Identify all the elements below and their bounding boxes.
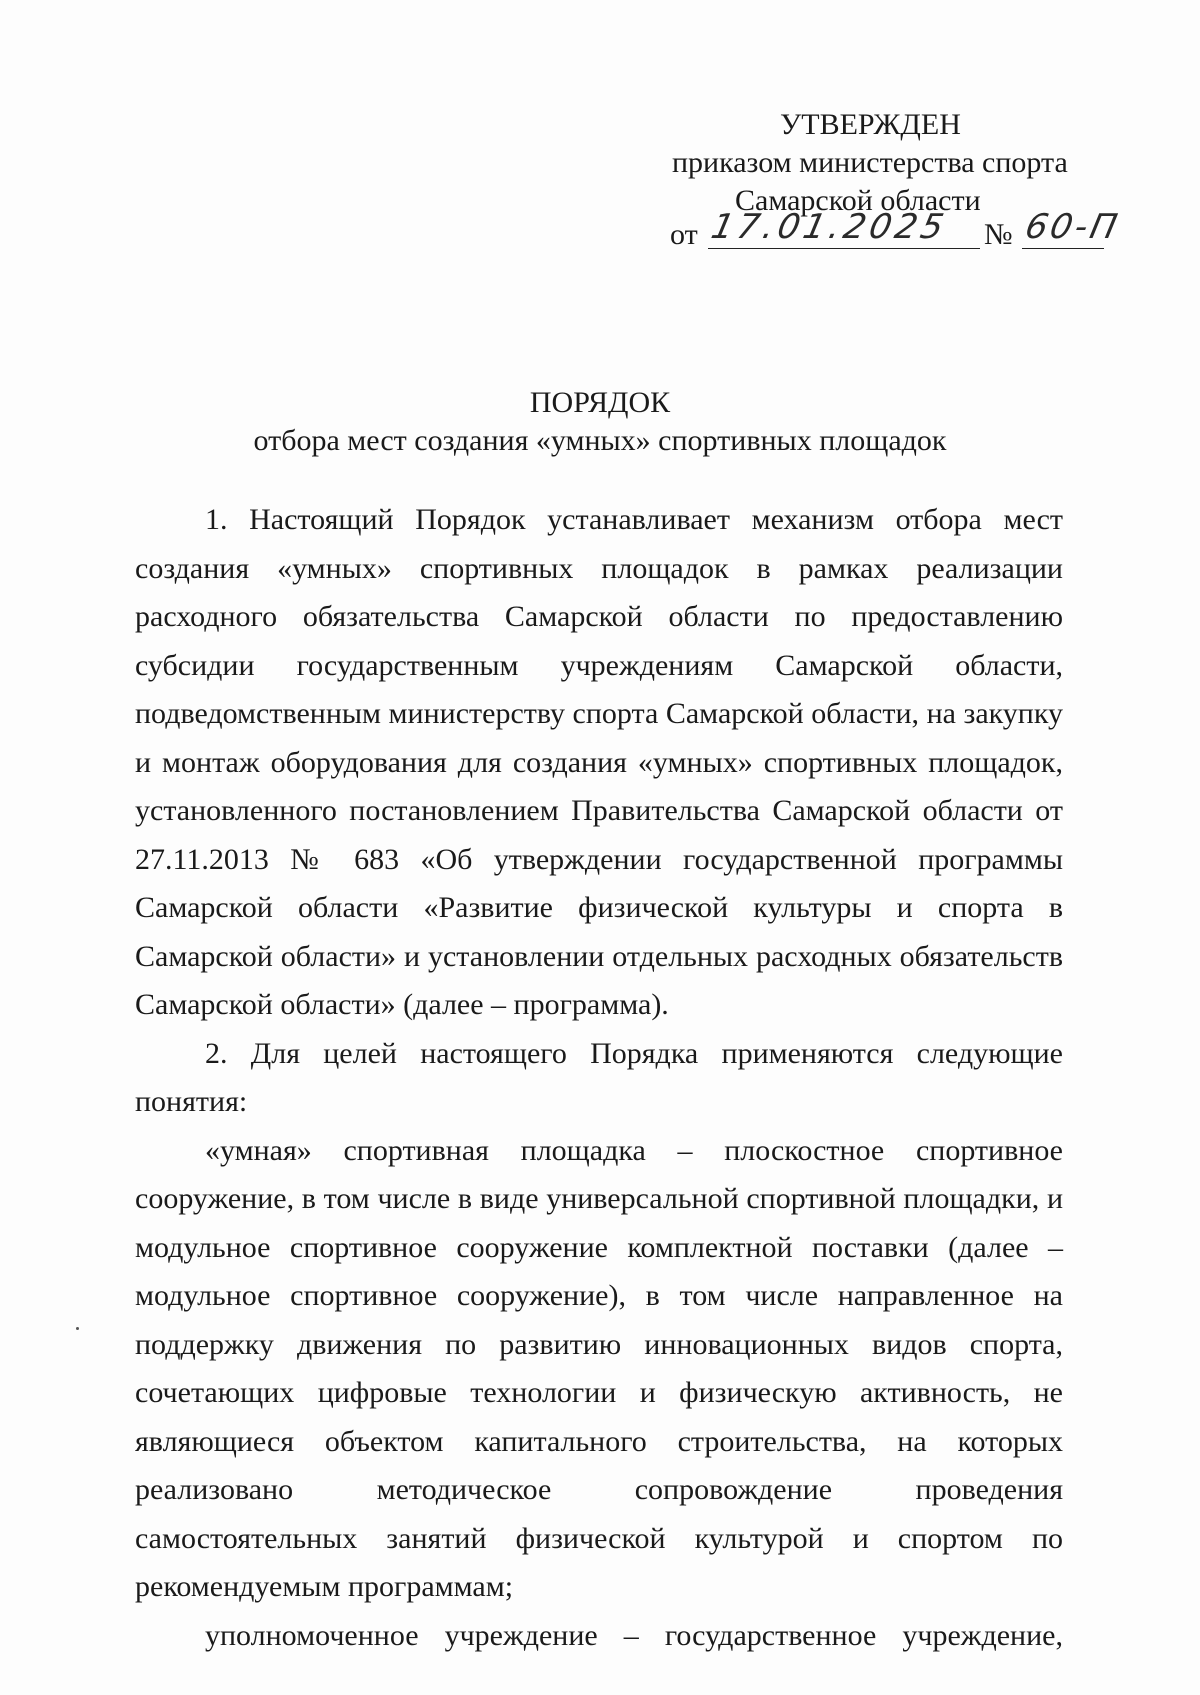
document-body <box>135 496 1063 1660</box>
paragraph-2: 2. Для целей настоящего Порядка применяются следующие понятия: <box>135 1036 1063 1118</box>
number-label: № <box>984 218 1013 251</box>
approval-region-line: Самарской области <box>735 184 981 217</box>
paragraph-definition-smart-area: «умная» спортивная площадка – плоскостное спортивное сооружение, в том числе в виде универсальной спортивной площадки, и модульное спортивное сооружение комплектной поставки (далее – модульное спортивное сооружение), в том числе направленное на поддержку движения по развитию инновационных видов спорта, сочетающих цифровые технологии и физическую активность, не являющиеся объектом капитального строительства, на которых реализовано методическое сопровождение проведения самостоятельных занятий физической культурой и спортом по рекомендуемым программам; <box>135 1133 1063 1603</box>
approval-order-line: приказом министерства спорта <box>672 146 1068 179</box>
paragraph-1: 1. Настоящий Порядок устанавливает механизм отбора мест создания «умных» спортивных площадок в рамках реализации расходного обязательства Самарской области по предоставлению субсидии государственным учреждениям Самарской области, подведомственным министерству спорта Самарской области, на закупку и монтаж оборудования для создания «умных» спортивных площадок, установленного постановлением Правительства Самарской области от 27.11.2013 № 683 «Об утверждении государственной программы Самарской области «Развитие физической культуры и спорта в Самарской области» и установлении отдельных расходных обязательств Самарской области» (далее – программа). <box>135 503 1063 1021</box>
approval-from-label: от <box>670 218 698 251</box>
approval-title: УТВЕРЖДЕН <box>780 108 961 141</box>
paragraph-definition-authorized-institution: уполномоченное учреждение – государственное учреждение, <box>205 1618 1063 1652</box>
date-underline <box>708 248 980 249</box>
number-underline <box>1022 248 1104 249</box>
handwritten-date: 17.01.2025 <box>707 207 951 247</box>
scan-artifact <box>76 1327 79 1330</box>
handwritten-number: 60-П <box>1021 207 1124 247</box>
document-title: ПОРЯДОК <box>529 386 671 419</box>
document-subtitle: отбора мест создания «умных» спортивных площадок <box>253 424 947 457</box>
